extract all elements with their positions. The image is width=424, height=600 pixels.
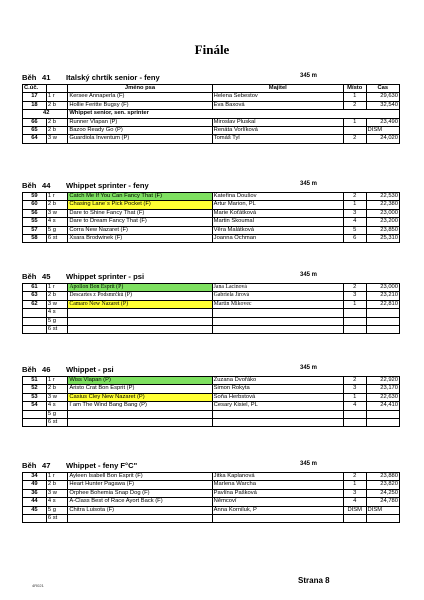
race-time: 24,780 <box>366 498 399 506</box>
owner-name: Gabriela Jírová <box>212 292 343 300</box>
col-header-box <box>46 85 67 93</box>
race-time: DISM <box>366 127 399 135</box>
col-header-time: Čas <box>366 85 399 93</box>
dog-name: Catch Me If You Can Fancy That (F) <box>68 193 212 201</box>
race-label: Běh <box>22 272 37 281</box>
table-row <box>23 385 400 393</box>
table-row <box>23 135 400 143</box>
entry-number: 52 <box>23 385 47 393</box>
box-label: 4 s <box>46 218 67 226</box>
placing: 5 <box>343 226 366 234</box>
placing: 1 <box>343 201 366 209</box>
dog-name: Hollie Feritte Bugsy (F) <box>68 101 212 109</box>
placing <box>343 127 366 135</box>
owner-name: Marlena Warcha <box>212 481 343 489</box>
race-distance: 345 m <box>300 461 318 467</box>
owner-name <box>212 419 343 427</box>
race-table <box>22 472 400 523</box>
placing: 3 <box>343 209 366 217</box>
placing: 1 <box>343 393 366 401</box>
race-time: 25,310 <box>366 235 399 243</box>
race-table <box>22 376 400 427</box>
table-row <box>23 93 400 101</box>
race-name: Italský chrtík senior - feny <box>66 73 160 82</box>
entry-number: 64 <box>23 135 47 143</box>
owner-name <box>212 317 343 325</box>
table-row <box>23 473 400 481</box>
race-time: 24,020 <box>366 135 399 143</box>
dog-name: Xsara Brodwinek (F) <box>68 235 212 243</box>
box-label: 2 b <box>46 385 67 393</box>
dog-name: Descartes z Podsmrčků (P) <box>68 292 212 300</box>
owner-name: Marie Koťátková <box>212 209 343 217</box>
entry-number: 62 <box>23 300 47 308</box>
race-table <box>22 84 400 144</box>
race-time: 23,820 <box>366 481 399 489</box>
table-row <box>23 127 400 135</box>
box-label: 4 s <box>46 402 67 410</box>
dog-name: Chasing Lane´s Pick Pocket (F) <box>68 201 212 209</box>
table-row <box>23 292 400 300</box>
dog-name: Guardiola Inventum (P) <box>68 135 212 143</box>
dog-name: Dare to Shine Fancy That (F) <box>68 209 212 217</box>
entry-number: 51 <box>23 377 47 385</box>
box-label: 1 r <box>46 473 67 481</box>
table-row <box>23 284 400 292</box>
owner-name: Věra Malátková <box>212 226 343 234</box>
placing: 1 <box>343 481 366 489</box>
race-time: 22,380 <box>366 201 399 209</box>
entry-number <box>23 309 47 317</box>
entry-number: 53 <box>23 393 47 401</box>
placing <box>343 410 366 418</box>
race-number: 44 <box>42 181 51 190</box>
entry-number <box>23 410 47 418</box>
owner-name: Němcoví <box>212 498 343 506</box>
table-row <box>23 317 400 325</box>
race-name: Whippet - feny F°C" <box>66 461 138 470</box>
dog-name <box>68 410 212 418</box>
table-row <box>23 193 400 201</box>
footer-code: 4R021 <box>32 583 44 588</box>
box-label: 2 b <box>46 292 67 300</box>
box-label: 6 st <box>46 419 67 427</box>
race-time <box>366 419 399 427</box>
entry-number <box>23 515 47 523</box>
box-label: 3 w <box>46 209 67 217</box>
dog-name: Casius Cley New Nazaret (P) <box>68 393 212 401</box>
table-row <box>23 419 400 427</box>
box-label: 3 w <box>46 300 67 308</box>
dog-name: Camaro New Nazaret (P) <box>68 300 212 308</box>
race-time: 22,920 <box>366 377 399 385</box>
entry-number: 63 <box>23 292 47 300</box>
entry-number: 59 <box>23 193 47 201</box>
race-header <box>22 461 402 472</box>
placing <box>343 326 366 334</box>
entry-number <box>23 419 47 427</box>
table-row <box>23 326 400 334</box>
race-distance: 345 m <box>300 272 318 278</box>
race-header <box>22 272 402 283</box>
table-header-row <box>23 85 400 93</box>
owner-name: Tomáš Tyl <box>212 135 343 143</box>
race-name: Whippet sprinter - feny <box>66 181 149 190</box>
race-time <box>366 309 399 317</box>
entry-number: 49 <box>23 481 47 489</box>
race-time: 23,200 <box>366 218 399 226</box>
owner-name: Pavlína Pašková <box>212 489 343 497</box>
subrace-name: Whippet senior, sen. sprinter <box>68 110 400 118</box>
placing: 2 <box>343 101 366 109</box>
entry-number: 61 <box>23 284 47 292</box>
entry-number: 56 <box>23 209 47 217</box>
box-label: 6 st <box>46 326 67 334</box>
box-label: 3 w <box>46 135 67 143</box>
race-header <box>22 365 402 376</box>
entry-number: 66 <box>23 118 47 126</box>
race-header <box>22 73 402 84</box>
owner-name: Anna Korniluk, P <box>212 506 343 514</box>
table-row <box>23 402 400 410</box>
placing: 1 <box>343 93 366 101</box>
placing: 4 <box>343 218 366 226</box>
entry-number: 18 <box>23 101 47 109</box>
table-row <box>23 218 400 226</box>
box-label: 3 w <box>46 489 67 497</box>
table-row <box>23 515 400 523</box>
box-label: 2 b <box>46 201 67 209</box>
owner-name: Joanna Ochman <box>212 235 343 243</box>
box-label: 6 st <box>46 235 67 243</box>
box-label: 1 r <box>46 93 67 101</box>
race-label: Běh <box>22 73 37 82</box>
page-title: Finále <box>194 42 230 57</box>
race-time: 23,880 <box>366 473 399 481</box>
owner-name: Artur Marion, PL <box>212 201 343 209</box>
owner-name: Soňa Herbstová <box>212 393 343 401</box>
dog-name: Bazoo Ready Go (P) <box>68 127 212 135</box>
table-row <box>23 118 400 126</box>
col-header-place: Místo <box>343 85 366 93</box>
race-time: 23,210 <box>366 292 399 300</box>
race-number: 41 <box>42 73 51 82</box>
race-time: 22,810 <box>366 300 399 308</box>
race-time: 23,850 <box>366 226 399 234</box>
box-label: 2 b <box>46 118 67 126</box>
dog-name: Aristo Crat Bon Esprit (P) <box>68 385 212 393</box>
dog-name: Chitra Luisota (F) <box>68 506 212 514</box>
table-row <box>23 506 400 514</box>
dog-name <box>68 419 212 427</box>
entry-number: 58 <box>23 235 47 243</box>
entry-number: 34 <box>23 473 47 481</box>
box-label: 4 s <box>46 498 67 506</box>
race-name: Whippet - psi <box>66 365 114 374</box>
box-label: 5 g <box>46 410 67 418</box>
placing: 2 <box>343 377 366 385</box>
entry-number: 54 <box>23 402 47 410</box>
placing: 2 <box>343 135 366 143</box>
dog-name: Kersee Annaperla (F) <box>68 93 212 101</box>
box-label: 2 b <box>46 101 67 109</box>
entry-number: 57 <box>23 226 47 234</box>
table-row <box>23 201 400 209</box>
placing <box>343 317 366 325</box>
race-distance: 345 m <box>300 365 318 371</box>
col-header-no: Č.úč. <box>23 85 47 93</box>
table-row <box>23 481 400 489</box>
dog-name: Wiss Vlapan (P) <box>68 377 212 385</box>
dog-name: Orphee Bohemia Snap Dog (F) <box>68 489 212 497</box>
entry-number <box>23 317 47 325</box>
race-header <box>22 181 402 192</box>
owner-name <box>212 410 343 418</box>
race-time: 23,000 <box>366 209 399 217</box>
race-time: 23,490 <box>366 118 399 126</box>
dog-name: I´am The Wind Bang Bang (P) <box>68 402 212 410</box>
race-number: 46 <box>42 365 51 374</box>
box-label: 6 st <box>46 515 67 523</box>
placing: 1 <box>343 300 366 308</box>
placing <box>343 309 366 317</box>
entry-number: 17 <box>23 93 47 101</box>
placing: DISM <box>343 506 366 514</box>
owner-name: Cesary Kisiel, PL <box>212 402 343 410</box>
dog-name: Runner Vlapan (P) <box>68 118 212 126</box>
col-header-owner: Majitel <box>212 85 343 93</box>
col-header-dog: Jméno psa <box>68 85 212 93</box>
race-time: DISM <box>366 506 399 514</box>
box-label: 5 g <box>46 317 67 325</box>
subrace-header-row <box>23 110 400 118</box>
dog-name: Dare to Dream Fancy That (F) <box>68 218 212 226</box>
placing: 2 <box>343 473 366 481</box>
dog-name <box>68 326 212 334</box>
race-time <box>366 515 399 523</box>
owner-name: Miroslav Pluskal <box>212 118 343 126</box>
dog-name: A-Class Best of Race Ayort Back (F) <box>68 498 212 506</box>
table-row <box>23 393 400 401</box>
box-label: 1 r <box>46 193 67 201</box>
placing: 3 <box>343 292 366 300</box>
dog-name: Corra New Nazaret (F) <box>68 226 212 234</box>
box-label: 2 b <box>46 481 67 489</box>
subrace-number: 42 <box>23 110 68 118</box>
table-row <box>23 101 400 109</box>
placing: 2 <box>343 193 366 201</box>
box-label: 4 s <box>46 309 67 317</box>
race-number: 47 <box>42 461 51 470</box>
placing <box>343 419 366 427</box>
owner-name: Martin Skoumal <box>212 218 343 226</box>
race-label: Běh <box>22 181 37 190</box>
placing: 4 <box>343 402 366 410</box>
dog-name <box>68 515 212 523</box>
table-row <box>23 235 400 243</box>
race-time: 23,170 <box>366 385 399 393</box>
entry-number: 55 <box>23 218 47 226</box>
dog-name: Heart Hunter Pagawa (F) <box>68 481 212 489</box>
dog-name: Apollon Bon Esprit (P) <box>68 284 212 292</box>
box-label: 5 g <box>46 226 67 234</box>
box-label: 1 r <box>46 284 67 292</box>
placing: 6 <box>343 235 366 243</box>
table-row <box>23 377 400 385</box>
table-row <box>23 410 400 418</box>
box-label: 1 r <box>46 377 67 385</box>
race-time: 23,000 <box>366 284 399 292</box>
table-row <box>23 489 400 497</box>
table-row <box>23 498 400 506</box>
owner-name: Zuzana Dvořáko <box>212 377 343 385</box>
placing: 2 <box>343 284 366 292</box>
entry-number: 65 <box>23 127 47 135</box>
dog-name <box>68 317 212 325</box>
entry-number: 45 <box>23 506 47 514</box>
owner-name: Jana Lacinová <box>212 284 343 292</box>
owner-name <box>212 326 343 334</box>
race-time: 22,630 <box>366 393 399 401</box>
race-name: Whippet sprinter - psi <box>66 272 145 281</box>
race-time: 29,630 <box>366 93 399 101</box>
page-number: Strana 8 <box>298 576 330 585</box>
owner-name: Renáta Vorlíková <box>212 127 343 135</box>
race-table <box>22 192 400 243</box>
dog-name <box>68 309 212 317</box>
owner-name <box>212 309 343 317</box>
race-time <box>366 317 399 325</box>
race-table <box>22 283 400 334</box>
race-time <box>366 326 399 334</box>
placing: 4 <box>343 498 366 506</box>
race-time: 22,530 <box>366 193 399 201</box>
table-row <box>23 226 400 234</box>
table-row <box>23 209 400 217</box>
dog-name: Ayleen Isabell Bon Esprit (F) <box>68 473 212 481</box>
box-label: 5 g <box>46 506 67 514</box>
owner-name: Eva Baxová <box>212 101 343 109</box>
race-time: 24,250 <box>366 489 399 497</box>
race-time: 32,540 <box>366 101 399 109</box>
race-time: 24,410 <box>366 402 399 410</box>
entry-number: 60 <box>23 201 47 209</box>
race-label: Běh <box>22 365 37 374</box>
table-row <box>23 300 400 308</box>
owner-name: Kateřina Doušov <box>212 193 343 201</box>
entry-number: 36 <box>23 489 47 497</box>
race-number: 45 <box>42 272 51 281</box>
race-label: Běh <box>22 461 37 470</box>
entry-number <box>23 326 47 334</box>
table-row <box>23 309 400 317</box>
placing <box>343 515 366 523</box>
owner-name: Šimon Rokyta <box>212 385 343 393</box>
race-time <box>366 410 399 418</box>
box-label: 2 b <box>46 127 67 135</box>
owner-name: Martin Mikovec <box>212 300 343 308</box>
owner-name: Helena Šebestov <box>212 93 343 101</box>
race-distance: 345 m <box>300 181 318 187</box>
box-label: 3 w <box>46 393 67 401</box>
placing: 3 <box>343 489 366 497</box>
owner-name: Jitka Kaplanová <box>212 473 343 481</box>
entry-number: 44 <box>23 498 47 506</box>
owner-name <box>212 515 343 523</box>
placing: 3 <box>343 385 366 393</box>
race-distance: 345 m <box>300 73 318 79</box>
placing: 1 <box>343 118 366 126</box>
